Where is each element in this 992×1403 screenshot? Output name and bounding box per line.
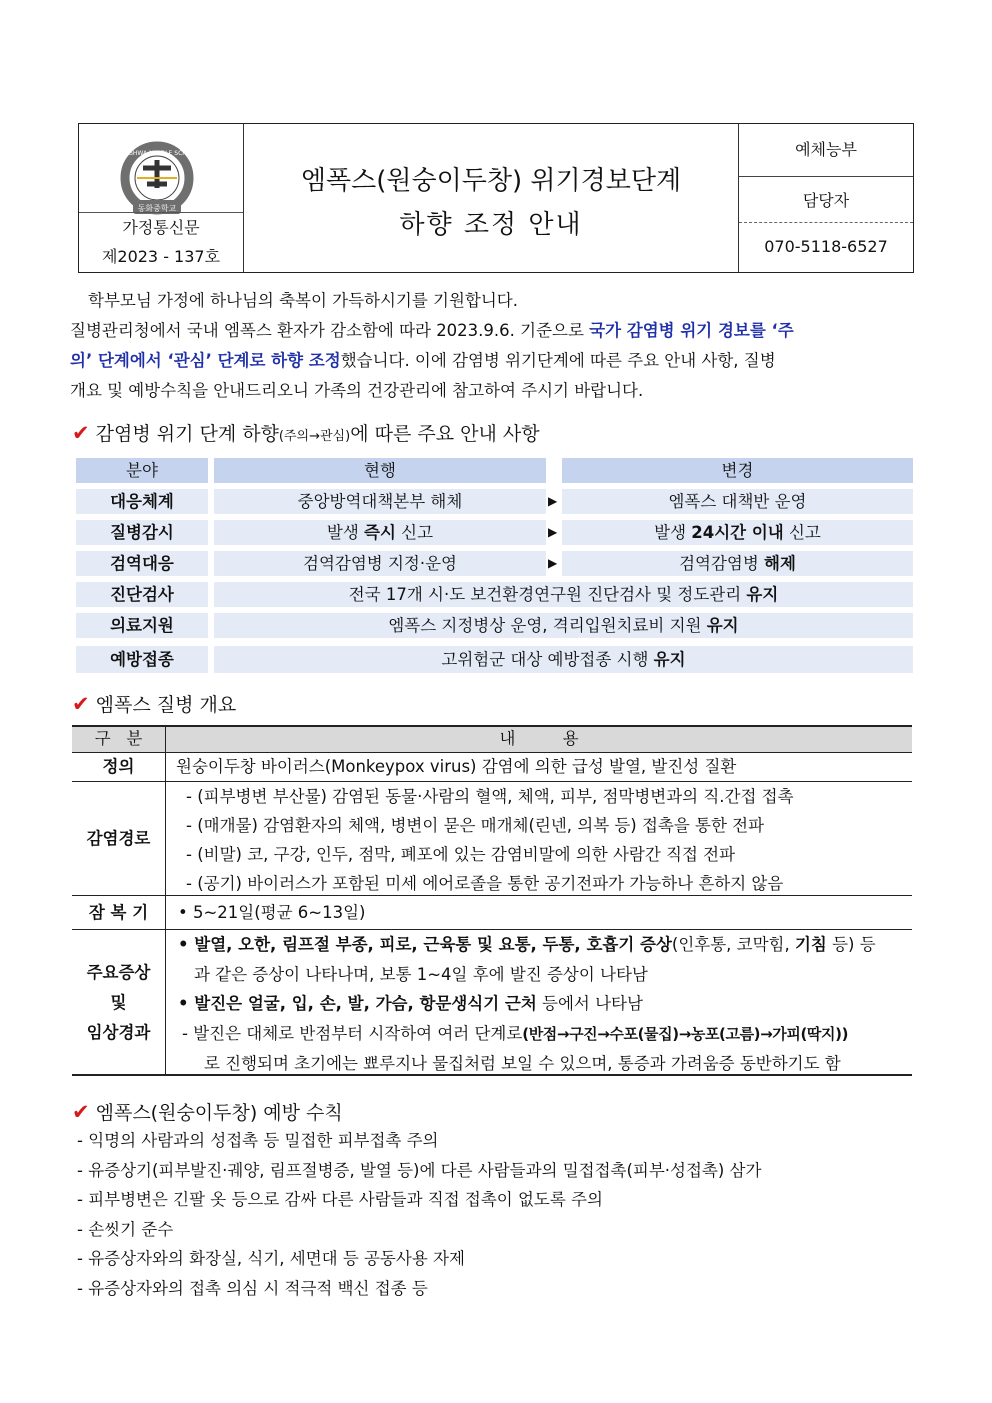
table1-row-field: 의료지원 [76, 613, 208, 638]
cell-bold: 해제 [764, 554, 796, 573]
school-logo [113, 140, 201, 220]
intro-line1: 학부모님 가정에 하나님의 축복이 가득하시기를 기원합니다. [88, 291, 518, 310]
incubation-text: • 5~21일(평균 6~13일) [178, 903, 366, 922]
table1-row-current: 검역감염병 지정·운영 [214, 551, 546, 576]
symptom-label [72, 958, 165, 1048]
section2-title [72, 690, 236, 717]
route-item: - (공기) 바이러스가 포함된 미세 에어로졸을 통한 공기전파가 가능하나 흔하지 않음 [186, 874, 784, 893]
cell-text: 검역감염병 [679, 554, 765, 573]
phone-number: 070-5118-6527 [764, 237, 888, 256]
definition-label: 정의 [102, 757, 135, 776]
symptom-text: (인후통, 코막힘, [671, 935, 795, 954]
prevention-item: - 손씻기 준수 [77, 1219, 174, 1239]
cell-bold: 즉시 [364, 523, 396, 542]
page-title-line1: 엠폭스(원숭이두창) 위기경보단계 [300, 166, 682, 196]
symptom-text: - 발진은 대체로 반점부터 시작하여 여러 단계로 [182, 1023, 523, 1043]
check-icon: ✔ [72, 1100, 90, 1124]
cell-bold: 유지 [746, 585, 779, 604]
table1-row-change [562, 520, 913, 545]
symptom-text: 등) 등 [826, 935, 876, 954]
symptom-line: 과 같은 증상이 나타나며, 보통 1~4일 후에 발진 증상이 나타남 [194, 964, 648, 984]
overview-table [72, 725, 912, 1075]
table1-row-current [214, 520, 546, 545]
table2-header-content: 내 용 [499, 729, 579, 748]
cell-bold: 유지 [706, 616, 739, 635]
department: 예체능부 [739, 124, 913, 177]
prevention-item: - 유증상자와의 화장실, 식기, 세면대 등 공동사용 자제 [77, 1249, 465, 1268]
cell-text: 신고 [783, 523, 821, 542]
table1-row-field: 대응체계 [76, 489, 208, 514]
logo-ring-text: DONGHWA MIDDLE SCHOOL [114, 150, 200, 157]
incubation-label: 잠 복 기 [88, 903, 149, 922]
prevention-list [77, 1126, 761, 1303]
intro-line2-text: 질병관리청에서 국내 엠폭스 환자가 감소함에 따라 2023.9.6. 기준으로 [70, 321, 590, 340]
table1-row-field: 질병감시 [76, 520, 208, 545]
table1-row-merged [214, 613, 913, 638]
table1-header-field: 분야 [76, 458, 208, 483]
intro-line3 [70, 346, 776, 376]
route-label: 감염경로 [86, 829, 151, 848]
prevention-item: - 유증상자와의 접촉 의심 시 적극적 백신 접종 등 [77, 1278, 428, 1298]
symptom-line [178, 989, 876, 1019]
header-left-cell [79, 124, 244, 272]
prevention-item: - 유증상기(피부발진·궤양, 림프절병증, 발열 등)에 다른 사람들과의 밀접접촉(피부·성접촉) 삼가 [77, 1160, 762, 1180]
contact-label: 담당자 [739, 176, 913, 223]
symptom-line [178, 1019, 876, 1050]
symptom-bold: • 발진은 얼굴, 입, 손, 발, 가슴, 항문생식기 근처 [178, 994, 537, 1013]
cell-bold: 유지 [653, 650, 686, 669]
intro-highlight-b: 의’ 단계에서 ‘관심’ 단계로 하향 조정 [70, 351, 341, 370]
intro-line2 [70, 316, 794, 346]
definition-text: 원숭이두창 바이러스(Monkeypox virus) 감염에 의한 급성 발열, 발진성 질환 [176, 757, 737, 776]
symptom-line [178, 930, 876, 960]
section1-title-a: 감염병 위기 단계 하향 [95, 423, 279, 445]
intro-line3-text: 했습니다. 이에 감염병 위기단계에 따른 주요 안내 사항, 질병 [340, 351, 776, 370]
section3-title [72, 1098, 343, 1125]
table1-row-change [562, 551, 913, 576]
intro-line4: 개요 및 예방수칙을 안내드리오니 가족의 건강관리에 참고하여 주시기 바랍니다. [70, 381, 644, 400]
check-icon: ✔ [72, 421, 90, 445]
table1-row-field: 예방접종 [76, 646, 208, 673]
cell-text: 발생 [654, 523, 692, 542]
table1-row-merged [214, 582, 913, 607]
route-item: - (피부병변 부산물) 감염된 동물·사람의 혈액, 체액, 피부, 점막병변과의 직.간접 접촉 [186, 787, 794, 806]
intro-highlight-a: 국가 감염병 위기 경보를 ‘주 [589, 321, 794, 340]
symptom-label-line: 임상경과 [86, 1023, 151, 1042]
header-right-cell [738, 124, 913, 272]
table1-row-field: 검역대응 [76, 551, 208, 576]
arrow-right-icon: ▶ [548, 556, 558, 570]
symptom-bold: (반점→구진→수포(물집)→농포(고름)→가피(딱지)) [522, 1024, 849, 1043]
symptom-list [178, 930, 876, 1079]
cell-text: 발생 [326, 523, 365, 542]
route-item: - (매개물) 감염환자의 체액, 병변이 묻은 매개체(린넨, 의복 등) 접촉을 통한 전파 [186, 816, 765, 835]
symptom-line: 로 진행되며 초기에는 뾰루지나 물집처럼 보일 수 있으며, 통증과 가려움증 동반하기도 함 [204, 1054, 841, 1073]
prevention-item: - 피부병변은 긴팔 옷 등으로 감싸 다른 사람들과 직접 접촉이 없도록 주의 [77, 1190, 603, 1209]
section1-title-small: (주의→관심) [278, 429, 351, 444]
section1-title-b: 에 따른 주요 안내 사항 [350, 423, 540, 445]
logo-bottom-text: 동화중학교 [137, 204, 177, 213]
symptom-bold: 기침 [794, 935, 827, 954]
issue-number: 제2023 - 137호 [101, 247, 221, 266]
cell-text: 고위험군 대상 예방접종 시행 [441, 650, 654, 669]
cell-text: 엠폭스 지정병상 운영, 격리입원치료비 지원 [388, 616, 707, 635]
section3-title-text: 엠폭스(원숭이두창) 예방 수칙 [95, 1102, 343, 1124]
table1-row-field: 진단검사 [76, 582, 208, 607]
route-list [186, 782, 794, 898]
table1-header-current: 현행 [214, 458, 546, 483]
section2-title-text: 엠폭스 질병 개요 [95, 694, 237, 716]
cell-text: 전국 17개 시·도 보건환경연구원 진단검사 및 정도관리 [348, 585, 747, 604]
table1-row-merged [214, 646, 913, 673]
table1-header-change: 변경 [562, 458, 913, 483]
section1-title [72, 419, 540, 446]
page-title-line2: 하향 조정 안내 [399, 210, 583, 240]
symptom-bold: • 발열, 오한, 림프절 부종, 피로, 근육통 및 요통, 두통, 호흡기 증상 [178, 935, 672, 954]
cell-bold: 24시간 이내 [691, 523, 784, 542]
header-box [78, 123, 914, 273]
arrow-right-icon: ▶ [548, 494, 558, 508]
cell-text: 신고 [395, 523, 434, 542]
arrow-right-icon: ▶ [548, 525, 558, 539]
symptom-label-line: 주요증상 [86, 963, 151, 982]
table1-row-current: 중앙방역대책본부 해체 [214, 489, 546, 514]
route-item: - (비말) 코, 구강, 인두, 점막, 폐포에 있는 감염비말에 의한 사람간 직접 전파 [186, 845, 736, 864]
newsletter-label: 가정통신문 [79, 212, 243, 243]
table2-divider [165, 725, 166, 1075]
table2-header-category: 구 분 [94, 729, 143, 748]
table1-row-change: 엠폭스 대책반 운영 [562, 489, 913, 514]
symptom-text: 등에서 나타남 [536, 994, 643, 1013]
symptom-label-line: 및 [110, 993, 127, 1012]
check-icon: ✔ [72, 692, 90, 716]
prevention-item: - 익명의 사람과의 성접촉 등 밀접한 피부접촉 주의 [77, 1131, 439, 1150]
